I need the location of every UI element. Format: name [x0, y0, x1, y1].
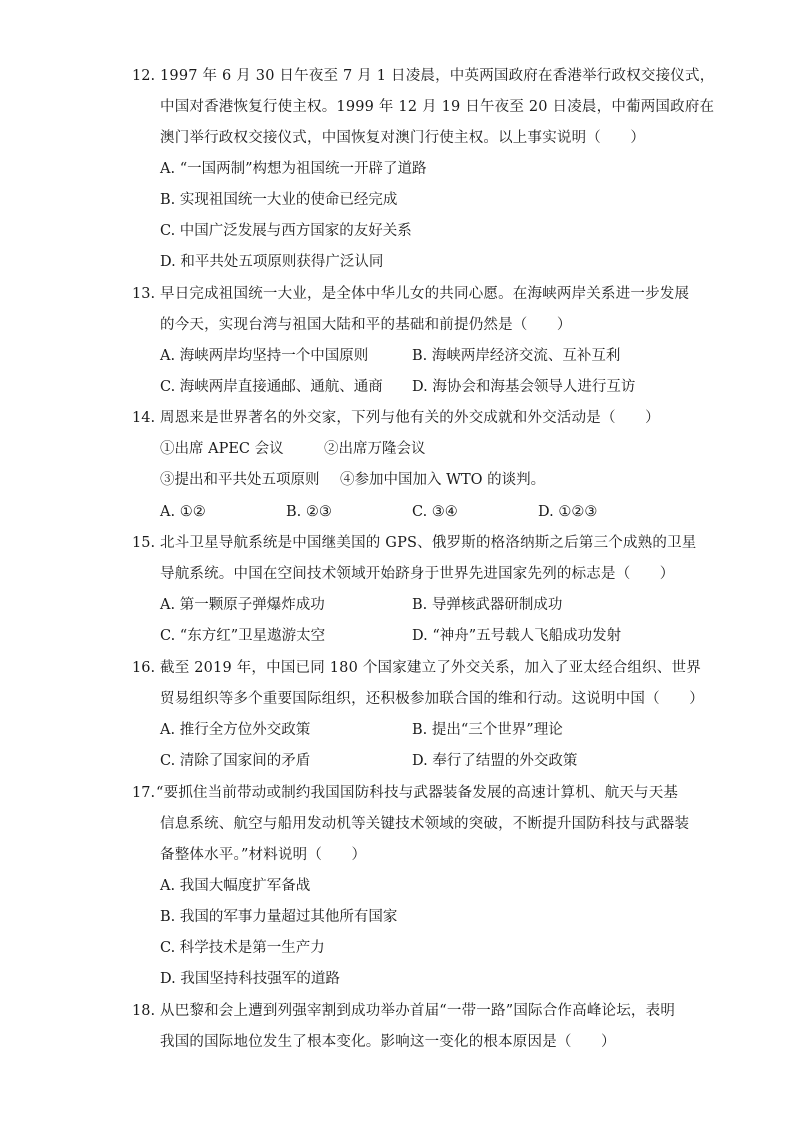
option-a: A. 推行全方位外交政策	[160, 722, 311, 738]
option-d: D. 海协会和海基会领导人进行互访	[412, 379, 636, 395]
question-number: 17.	[132, 785, 156, 801]
option-b: B. ②③	[286, 504, 332, 520]
question-number: 13.	[132, 286, 156, 302]
option-a: A. 第一颗原子弹爆炸成功	[160, 597, 325, 613]
question-text-line: 贸易组织等多个重要国际组织，还积极参加联合国的维和行动。这说明中国（ ）	[160, 691, 704, 707]
option-a: A. ①②	[160, 504, 206, 520]
option-c: C. 清除了国家间的矛盾	[160, 753, 311, 769]
option-c: C. ③④	[412, 504, 458, 520]
question-text-line: “要抓住当前带动或制约我国国防科技与武器装备发展的高速计算机、航天与天基	[156, 785, 679, 801]
option-b: B. 提出“三个世界”理论	[412, 722, 563, 738]
option-b: B. 海峡两岸经济交流、互补互利	[412, 348, 621, 364]
question-number: 12.	[132, 68, 156, 84]
question-text-line: 从巴黎和会上遭到列强宰割到成功举办首届“一带一路”国际合作高峰论坛，表明	[160, 1003, 676, 1019]
option-a: A. 海峡两岸均坚持一个中国原则	[160, 348, 369, 364]
option-c: C. 海峡两岸直接通邮、通航、通商	[160, 379, 383, 395]
question-number: 15.	[132, 535, 156, 551]
question-text-line: 澳门举行政权交接仪式，中国恢复对澳门行使主权。以上事实说明（ ）	[160, 130, 646, 146]
question-number: 16.	[132, 660, 156, 676]
question-text-line: 早日完成祖国统一大业，是全体中华儿女的共同心愿。在海峡两岸关系进一步发展	[160, 286, 690, 302]
option-d: D. 奉行了结盟的外交政策	[412, 753, 578, 769]
option-a: A. “一国两制”构想为祖国统一开辟了道路	[160, 161, 427, 177]
question-text-line: 中国对香港恢复行使主权。1999 年 12 月 19 日午夜至 20 日凌晨，中葡两国政府在	[160, 99, 715, 115]
option-a: A. 我国大幅度扩军备战	[160, 878, 311, 894]
option-b: B. 我国的军事力量超过其他所有国家	[160, 909, 398, 925]
question-number: 14.	[132, 410, 156, 426]
question-text-line: 导航系统。中国在空间技术领域开始跻身于世界先进国家先列的标志是（ ）	[160, 566, 675, 582]
statement-item: ②出席万隆会议	[324, 441, 426, 457]
question-text-line: 备整体水平。”材料说明（ ）	[160, 847, 367, 863]
question-text-line: 北斗卫星导航系统是中国继美国的 GPS、俄罗斯的格洛纳斯之后第三个成熟的卫星	[160, 535, 697, 551]
question-text-line: 信息系统、航空与船用发动机等关键技术领域的突破，不断提升国防科技与武器装	[160, 816, 690, 832]
question-text-line: 周恩来是世界著名的外交家，下列与他有关的外交成就和外交活动是（ ）	[160, 410, 660, 426]
option-d: D. 和平共处五项原则获得广泛认同	[160, 254, 384, 270]
statement-item: ③提出和平共处五项原则	[160, 472, 320, 488]
question-text-line: 我国的国际地位发生了根本变化。影响这一变化的根本原因是（ ）	[160, 1034, 616, 1050]
question-text-line: 1997 年 6 月 30 日午夜至 7 月 1 日凌晨，中英两国政府在香港举行政权交接仪式，	[160, 68, 715, 84]
question-text-line: 的今天，实现台湾与祖国大陆和平的基础和前提仍然是（ ）	[160, 317, 572, 333]
question-number: 18.	[132, 1003, 156, 1019]
question-text-line: 截至 2019 年，中国已同 180 个国家建立了外交关系，加入了亚太经合组织、世界	[160, 660, 701, 676]
option-c: C. 中国广泛发展与西方国家的友好关系	[160, 223, 412, 239]
statement-item: ①出席 APEC 会议	[160, 441, 284, 457]
option-c: C. 科学技术是第一生产力	[160, 940, 325, 956]
option-d: D. ①②③	[538, 504, 598, 520]
option-d: D. “神舟”五号载人飞船成功发射	[412, 628, 622, 644]
statement-item: ④参加中国加入 WTO 的谈判。	[340, 472, 546, 488]
option-d: D. 我国坚持科技强军的道路	[160, 971, 340, 987]
option-b: B. 实现祖国统一大业的使命已经完成	[160, 192, 398, 208]
option-b: B. 导弹核武器研制成功	[412, 597, 563, 613]
option-c: C. “东方红”卫星遨游太空	[160, 628, 326, 644]
